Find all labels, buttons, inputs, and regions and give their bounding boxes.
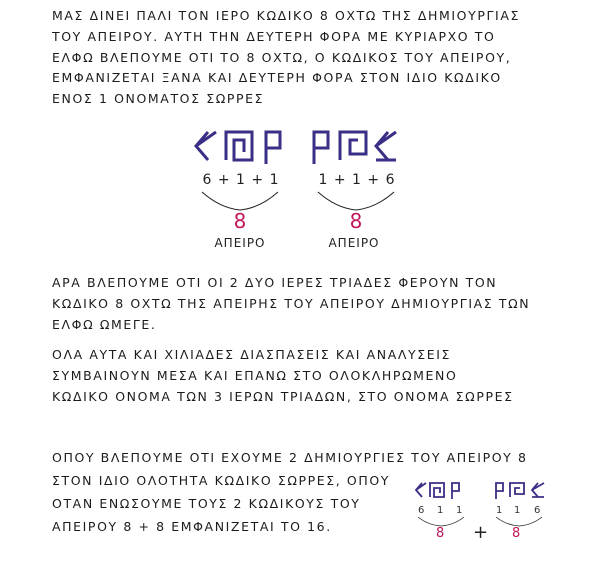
paragraph-3 bbox=[52, 345, 541, 407]
text-line: ΟΠΟΥ ΒΛΕΠΟΥΜΕ ΟΤΙ ΕΧΟΥΜΕ 2 ΔΗΜΙΟΥΡΓΙΕΣ ΤΟΥ ΑΠΕΙΡΟΥ 8 bbox=[52, 450, 528, 465]
text-line: ΣΤΟΝ ΙΔΙΟ ΟΛΟΤΗΤΑ ΚΩΔΙΚΟ ΣΩΡΡΕΣ, ΟΠΟΥ bbox=[52, 473, 391, 488]
text-line: ΕΛΦΩ ΩΜΕΓΕ. bbox=[52, 316, 157, 332]
glyph-rho-icon bbox=[314, 132, 328, 164]
text-line: ΚΩΔΙΚΟ 8 ΟΧΤΩ ΤΗΣ ΑΠΕΙΡΗΣ ΤΟΥ ΑΠΕΙΡΟΥ ΔΗΜΙΟΥΡΓΙΑΣ ΤΩΝ bbox=[52, 295, 531, 311]
sorres-glyphs-small bbox=[414, 480, 554, 502]
glyph-sigma-icon bbox=[416, 483, 426, 497]
left-sum: 6 + 1 + 1 bbox=[202, 172, 280, 188]
glyph-epsilon-icon bbox=[340, 132, 366, 160]
text-line: ΕΛΦΩ ΒΛΕΠΟΥΜΕ ΟΤΙ ΤΟ 8 ΟΧΤΩ, Ο ΚΩΔΙΚΟΣ ΤΟΥ ΑΠΕΙΡΟΥ, bbox=[52, 49, 512, 65]
text-line: ΚΩΔΙΚΟ ΟΝΟΜΑ ΤΩΝ 3 ΙΕΡΩΝ ΤΡΙΑΔΩΝ, ΣΤΟ ΟΝΟΜΑ ΣΩΡΡΕΣ bbox=[52, 388, 514, 404]
right-result: 8 bbox=[349, 209, 363, 233]
paragraph-2 bbox=[52, 273, 541, 335]
sorres-glyphs-large bbox=[190, 126, 420, 170]
text-line: ΑΠΕΙΡΟΥ 8 + 8 ΕΜΦΑΝΙΖΕΤΑΙ ΤΟ 16. bbox=[52, 519, 332, 534]
right-sum: 1 + 1 + 6 bbox=[318, 172, 396, 188]
text-line: ΕΜΦΑΝΙΖΕΤΑΙ ΞΑΝΑ ΚΑΙ ΔΕΥΤΕΡΗ ΦΟΡΑ ΣΤΟΝ ΙΔΙΟ ΚΩΔΙΚΟ bbox=[52, 70, 502, 86]
small-right-digit: 1 bbox=[514, 505, 521, 516]
text-line: ΑΡΑ ΒΛΕΠΟΥΜΕ ΟΤΙ ΟΙ 2 ΔΥΟ ΙΕΡΕΣ ΤΡΙΑΔΕΣ ΦΕΡΟΥΝ ΤΟΝ bbox=[52, 275, 498, 290]
small-left-digit: 6 bbox=[418, 505, 425, 516]
small-right-digit: 1 bbox=[496, 505, 503, 516]
text-line: ΜΑΣ ΔΙΝΕΙ ΠΑΛΙ ΤΟΝ ΙΕΡΟ ΚΩΔΙΚΟ 8 ΟΧΤΩ ΤΗΣ ΔΗΜΙΟΥΡΓΙΑΣ bbox=[52, 8, 520, 23]
glyph-sigma-icon bbox=[196, 132, 216, 160]
glyph-epsilon-icon bbox=[510, 483, 524, 497]
left-label: ΑΠΕΙΡΟ bbox=[214, 236, 266, 250]
text-line: ΟΛΑ ΑΥΤΑ ΚΑΙ ΧΙΛΙΑΔΕΣ ΔΙΑΣΠΑΣΕΙΣ ΚΑΙ ΑΝΑΛΥΣΕΙΣ bbox=[52, 347, 452, 362]
text-line: ΟΤΑΝ ΕΝΩΣΟΥΜΕ ΤΟΥΣ 2 ΚΩΔΙΚΟΥΣ ΤΟΥ bbox=[52, 496, 361, 511]
glyph-rho-icon bbox=[452, 483, 459, 499]
glyph-sigma-icon bbox=[532, 483, 544, 497]
glyph-sigma-icon bbox=[376, 132, 396, 160]
small-left-digit: 1 bbox=[437, 505, 444, 516]
text-line: ΕΝΟΣ 1 ΟΝΟΜΑΤΟΣ ΣΩΡΡΕΣ bbox=[52, 91, 265, 107]
paragraph-1 bbox=[52, 6, 541, 110]
text-line: ΤΟΥ ΑΠΕΙΡΟΥ. ΑΥΤΗ ΤΗΝ ΔΕΥΤΕΡΗ ΦΟΡΑ ΜΕ ΚΥΡΙΑΡΧΟ ΤΟ bbox=[52, 28, 496, 44]
small-right-result: 8 bbox=[512, 526, 521, 541]
right-label: ΑΠΕΙΡΟ bbox=[328, 236, 380, 250]
small-left-digit: 1 bbox=[456, 505, 463, 516]
left-result: 8 bbox=[233, 209, 247, 233]
text-line: ΣΥΜΒΑΙΝΟΥΝ ΜΕΣΑ ΚΑΙ ΕΠΑΝΩ ΣΤΟ ΟΛΟΚΛΗΡΩΜΕΝΟ bbox=[52, 367, 458, 383]
small-right-digit: 6 bbox=[534, 505, 541, 516]
small-plus: + bbox=[473, 522, 489, 543]
small-left-result: 8 bbox=[436, 526, 445, 541]
glyph-omega-icon bbox=[430, 483, 444, 497]
glyph-rho-icon bbox=[496, 483, 503, 499]
glyph-rho-icon bbox=[266, 132, 280, 164]
glyph-omega-icon bbox=[226, 132, 252, 160]
